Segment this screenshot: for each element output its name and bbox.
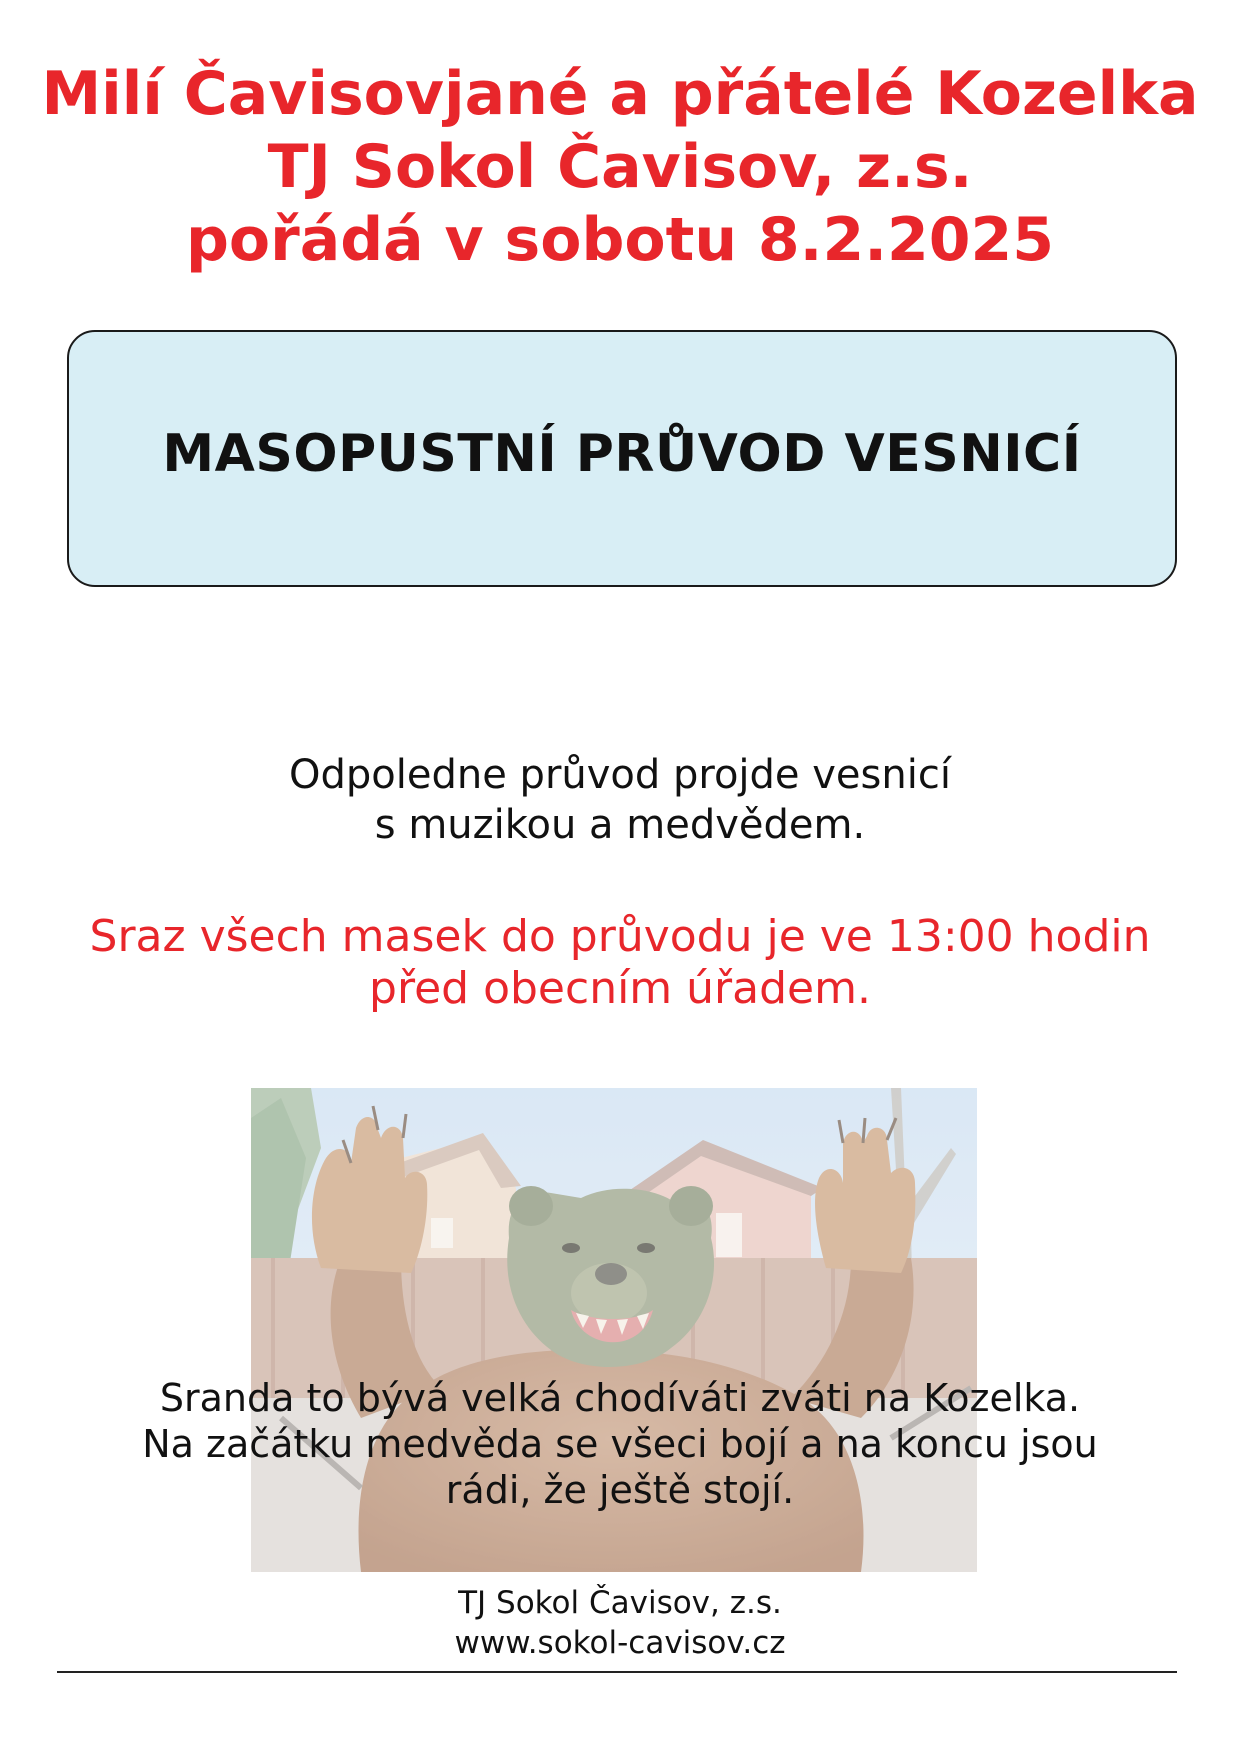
rhyme-line-2: Na začátku medvěda se všeci bojí a na koncu jsou — [142, 1422, 1098, 1466]
intro-line-1: Odpoledne průvod projde vesnicí — [289, 752, 951, 798]
rhyme-line-3: rádi, že ještě stojí. — [445, 1468, 795, 1512]
bottom-divider — [57, 1671, 1177, 1673]
date-line: pořádá v sobotu 8.2.2025 — [185, 205, 1055, 275]
footer-website: www.sokol-cavisov.cz — [454, 1625, 786, 1661]
event-title: MASOPUSTNÍ PRŮVOD VESNICÍ — [162, 423, 1082, 484]
meeting-line-2: před obecním úřadem. — [369, 963, 871, 1014]
meeting-line-1: Sraz všech masek do průvodu je ve 13:00 hodin — [89, 911, 1151, 962]
greeting-line: Milí Čavisovjané a přátelé Kozelka — [41, 59, 1199, 129]
rhyme-line-1: Sranda to bývá velká chodíváti zváti na Kozelka. — [159, 1376, 1081, 1420]
organizer-line: TJ Sokol Čavisov, z.s. — [267, 132, 973, 202]
event-title-box — [67, 330, 1177, 587]
meeting-notice — [0, 911, 1240, 1015]
poster-header — [0, 58, 1240, 277]
intro-text — [0, 750, 1240, 850]
intro-line-2: s muzikou a medvědem. — [374, 802, 866, 848]
footer-organizer: TJ Sokol Čavisov, z.s. — [458, 1585, 782, 1621]
footer — [0, 1583, 1240, 1663]
rhyme-text — [0, 1375, 1240, 1513]
